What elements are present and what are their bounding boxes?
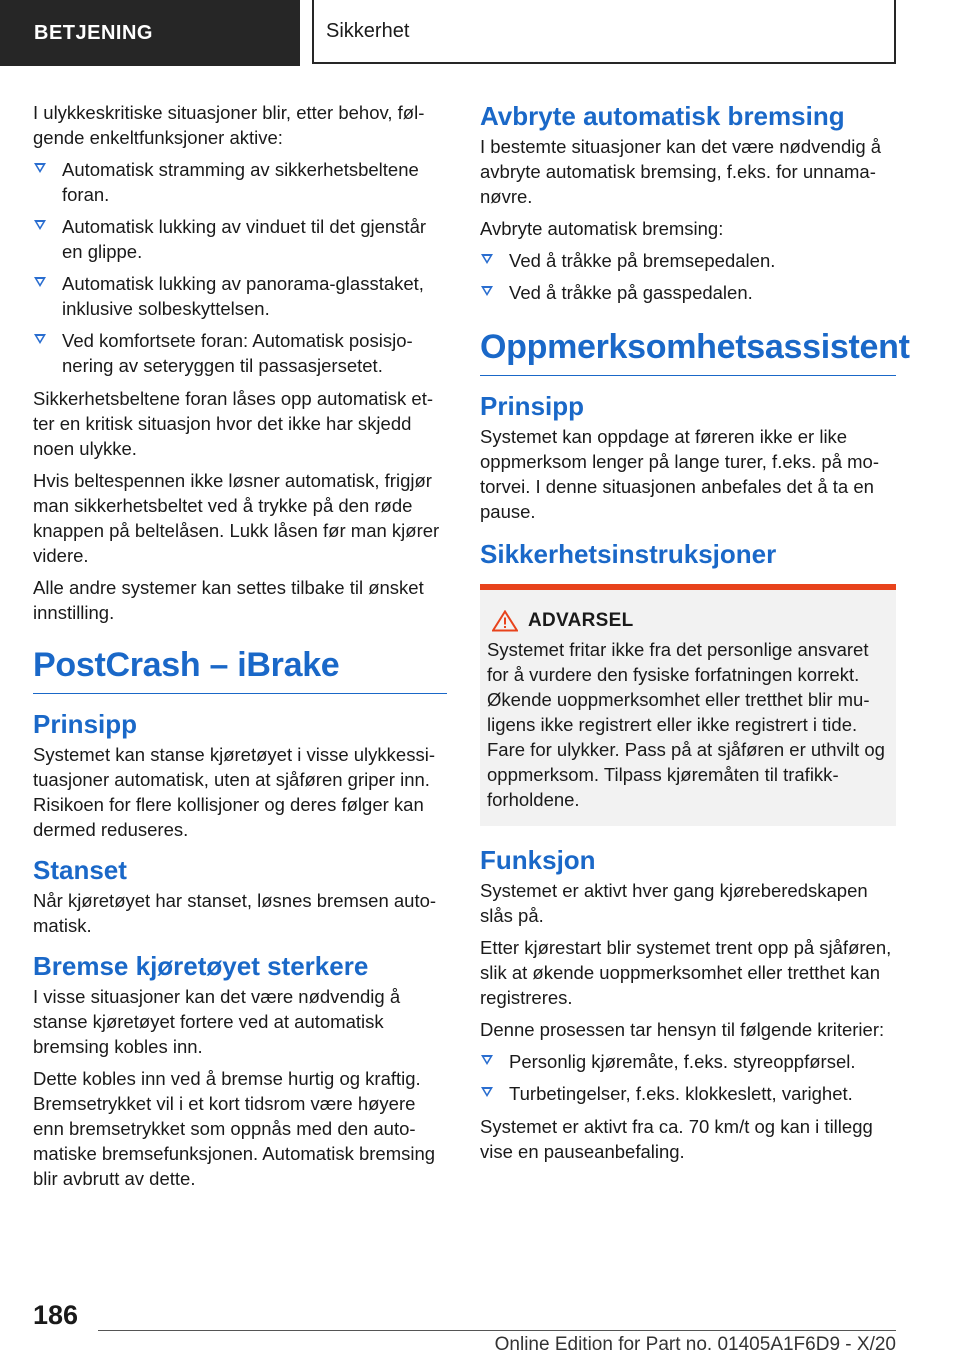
triangle-bullet-icon — [34, 163, 46, 173]
paragraph: Sikkerhetsbeltene foran låses opp automatisk etter en kritisk situasjon hvor det ikke har skjedd noen ulykke. — [33, 388, 434, 459]
criteria-list — [480, 1049, 896, 1106]
list-item: Automatisk stramming av sikkerhetsbeltene foran. — [33, 157, 447, 207]
topic-tab: Sikkerhet — [312, 0, 896, 64]
triangle-bullet-icon — [34, 334, 46, 344]
triangle-bullet-icon — [481, 1055, 493, 1065]
paragraph: Dette kobles inn ved å bremse hurtig og kraftig. Bremsetrykket vil i et kort tidsrom være høyere enn bremsetrykket som oppnås med den automatiske bremsefunksjonen. Automatisk bremsing blir avbrutt av dette. — [33, 1068, 436, 1189]
auto-functions-list — [33, 157, 447, 378]
paragraph: Når kjøretøyet har stanset, løsnes bremsen automatisk. — [33, 890, 437, 936]
page-number: 186 — [33, 1300, 79, 1330]
paragraph: Avbryte automatisk bremsing: — [480, 218, 724, 239]
paragraph: I bestemte situasjoner kan det være nødvendig å avbryte automatisk bremsing, f.eks. for unnamanøvre. — [480, 136, 882, 207]
paragraph: Denne prosessen tar hensyn til følgende kriterier: — [480, 1019, 885, 1040]
left-column — [33, 100, 447, 1198]
paragraph: I visse situasjoner kan det være nødvendig å stanse kjøretøyet fortere ved at automatisk bremsing kobles inn. — [33, 986, 401, 1057]
list-item: Automatisk lukking av panorama-glasstaket, inklusive solbeskyttelsen. — [33, 271, 447, 321]
list-item: Ved å tråkke på gasspedalen. — [480, 280, 896, 305]
intro-text: I ulykkeskritiske situasjoner blir, etter behov, følgende enkeltfunksjoner aktive: — [33, 102, 425, 148]
triangle-bullet-icon — [34, 220, 46, 230]
warning-title: ADVARSEL — [528, 610, 634, 631]
right-column — [480, 100, 910, 1171]
paragraph: Systemet er aktivt fra ca. 70 km/t og kan i tillegg vise en pauseanbefaling. — [480, 1116, 873, 1162]
paragraph: Etter kjørestart blir systemet trent opp på sjåføren, slik at økende uoppmerksomhet eller tretthet kan registreres. — [480, 937, 892, 1008]
list-item: Ved komfortsete foran: Automatisk posisjonering av seteryggen til passasjersetet. — [33, 328, 447, 378]
heading-prinsipp: Prinsipp — [33, 709, 138, 739]
heading-funksjon: Funksjon — [480, 845, 596, 875]
heading-stanset: Stanset — [33, 855, 127, 885]
page-footer — [0, 1290, 960, 1362]
footer-divider — [98, 1330, 896, 1331]
list-item: Turbetingelser, f.eks. klokkeslett, varighet. — [480, 1081, 896, 1106]
warning-header — [487, 608, 888, 633]
section-tab: BETJENING — [0, 0, 300, 66]
warning-triangle-icon — [492, 610, 518, 632]
list-item: Automatisk lukking av vinduet til det gjenstår en glippe. — [33, 214, 447, 264]
list-item: Personlig kjøremåte, f.eks. styreoppførsel. — [480, 1049, 896, 1074]
warning-box — [480, 584, 896, 826]
warning-text: Systemet fritar ikke fra det personlige ansvaret for å vurdere den fysiske forfatningen korrekt. Økende uoppmerksomhet eller tretthet blir muligens ikke registrert eller ikke registrert i tide. Fare for ulykker. Pass på at sjåføren er uthvilt og oppmerksom. Tilpass kjøremåten til trafikkforholdene. — [487, 639, 885, 810]
paragraph: Systemet kan stanse kjøretøyet i visse ulykkessituasjoner automatisk, uten at sjåføren griper inn. Risikoen for flere kollisjoner og deres følger kan dermed reduseres. — [33, 744, 435, 840]
heading-avbryte: Avbryte automatisk bremsing — [480, 101, 845, 131]
edition-label: Online Edition for Part no. 01405A1F6D9 - X/20 — [494, 1334, 896, 1355]
triangle-bullet-icon — [34, 277, 46, 287]
heading-sikkerhetsinstruksjoner: Sikkerhetsinstruksjoner — [480, 539, 777, 569]
section-title-postcrash: PostCrash – iBrake — [33, 645, 447, 694]
avbryte-list — [480, 248, 896, 305]
paragraph: Alle andre systemer kan settes tilbake til ønsket innstilling. — [33, 577, 424, 623]
paragraph: Systemet kan oppdage at føreren ikke er like oppmerksom lenger på lange turer, f.eks. på motorvei. I denne situasjonen anbefales det å ta en pause. — [480, 426, 879, 522]
paragraph: Hvis beltespennen ikke løsner automatisk, frigjør man sikkerhetsbeltet ved å trykke på den røde knappen på beltelåsen. Lukk låsen før man kjører videre. — [33, 470, 440, 566]
triangle-bullet-icon — [481, 1087, 493, 1097]
triangle-bullet-icon — [481, 254, 493, 264]
paragraph: Systemet er aktivt hver gang kjøreberedskapen slås på. — [480, 880, 868, 926]
heading-prinsipp: Prinsipp — [480, 391, 585, 421]
page-header — [0, 0, 960, 66]
triangle-bullet-icon — [481, 286, 493, 296]
heading-bremse-sterkere: Bremse kjøretøyet sterkere — [33, 951, 369, 981]
section-title-oppmerksomhet: Oppmerksomhetsassistent — [480, 327, 896, 376]
list-item: Ved å tråkke på bremsepedalen. — [480, 248, 896, 273]
